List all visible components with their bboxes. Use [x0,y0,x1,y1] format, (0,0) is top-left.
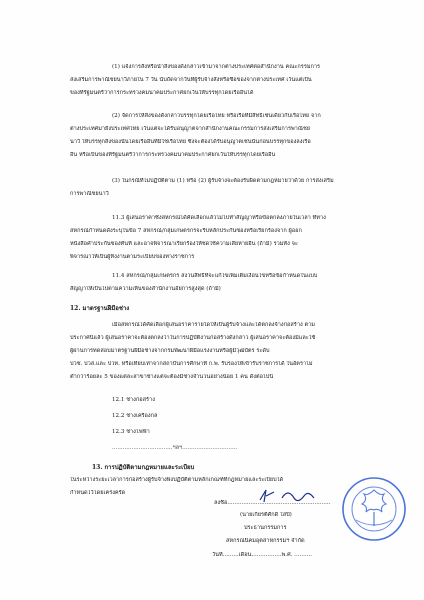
list-item: 12.1 ช่างก่อสร้าง [112,397,155,403]
text-line: ผู้ผ่านการทดสอบมาตรฐานฝีมือช่างจากกรมพัฒนาฝีมือแรงงานหรือผู้มีวุฒิบัตร ระดับ [70,348,270,354]
text-line: 11.3 ผู้เสนอราคาซึ่งสหกรณ์ได้คัดเลือกแล้วไม่ไปทำสัญญาหรือข้อตกลงภายในเวลา ที่ทาง [112,215,326,221]
text-line: เมื่อสหกรณ์ได้คัดเลือกผู้เสนอราคารายใดให้เป็นผู้รับจ้างและได้ตกลงจ้างก่อสร้าง ตาม [112,322,315,328]
text-line: การพาณิชยนาวี [70,191,109,197]
text-line: ต่ำกว่าร้อยละ 5 ของแต่ละสาขาช่างแต่จะต้องมีช่างจำนวนอย่างน้อย 1 คน ดังต่อไปนี้ [70,374,274,380]
text-line: ประกาศนี้แล้ว ผู้เสนอราคาจะต้องตกลงว่าในการปฏิบัติงานก่อสร้างดังกล่าว ผู้เสนอราคาจะต้องมีและใช้ [70,335,316,341]
list-item: 12.3 ช่างไฟฟ้า [112,429,150,435]
text-line: 11.4 สหกรณ์/กลุ่มเกษตรกร สงวนสิทธิ์ที่จะแก้ไขเพิ่มเติมเงื่อนไขหรือข้อกำหนดในแบบ [112,273,318,279]
text-line: ส่งเสริมการพาณิชยนาวีภายใน 7 วัน นับถัดจากวันที่ผู้รับจ้างสั่งหรือซื้อของจากต่างประเทศ เว้นแต่เป็น [70,77,312,83]
text-line: สัญญาให้เป็นไปตามความเห็นของสำนักงานอัยการสูงสุด (ถ้ามี) [70,286,221,292]
signed-label: ลงชื่อ.......................................................... [214,500,331,506]
section-heading-12: 12. มาตรฐานฝีมือช่าง [70,305,130,312]
text-line: กำหนดไว้โดยเคร่งครัด [70,490,126,496]
text-line: อื่น หรือเป็นของที่รัฐมนตรีว่าการกระทรวงคมนาคมประกาศยกเว้นให้บรรทุกโดยเรืออื่น [70,152,276,158]
text-line: (2) จัดการให้สิ่งของดังกล่าวบรรทุกโดยเรือไทย หรือเรือที่มีสิทธิเช่นเดียวกับเรือไทย จาก [112,113,321,119]
text-line: ต่างประเทศมายังประเทศไทย เว้นแต่จะได้รับอนุญาตจากสำนักงานคณะกรรมการส่งเสริมการพาณิชย [70,126,311,132]
text-line: (1) แจ้งการสั่งหรือนำสิ่งของดังกล่าวเข้ามาจากต่างประเทศต่อสำนักงาน คณะกรรมการ [112,64,321,70]
cooperative-seal [340,476,408,542]
handwritten-signature [252,484,324,508]
text-line: ของที่รัฐมนตรีว่าการกระทรวงคมนาคมประกาศยกเว้นให้บรรทุกโดยเรืออื่นได้ [70,90,254,96]
date-line: วันที่.........เดือน.................พ.ศ. .......... [212,552,312,558]
signer-position: ประธานกรรมการ [244,525,287,531]
text-line: ปวช. ปวส.และ ปวท. หรือเทียบเท่าจากสถาบันการศึกษาที่ ก.พ. รับรองให้เข้ารับราชการได้ ในอัตราไม่ [70,361,313,367]
text-line: นาวี ให้บรรทุกสิ่งของนั้นโดยเรืออื่นที่มิใช่เรือไทย ซึ่งจะต้องได้รับอนุญาตเช่นนั้นก่อนบรรทุกของลงเรือ [70,139,311,145]
text-line: สหกรณ์กำหนดดังระบุในข้อ 7 สหกรณ์/กลุ่มเกษตรกรจะริบหลักประกันซองหรือเรียกร้องจาก ผู้ออก [70,228,302,234]
list-item: 12.2 ช่างเครื่องกล [112,413,158,419]
list-continuation: ..................................ฯลฯ............................... [112,445,238,451]
section-heading-13: 13. การปฏิบัติตามกฎหมายและระเบียบ [92,464,195,471]
text-line: ในระหว่างระยะเวลาการก่อสร้างผู้รับจ้างพึงปฏิบัติตามหลักเกณฑ์ที่กฎหมายและระเบียบได้ [70,477,284,483]
text-line: พิจารณาให้เป็นผู้ทิ้งงานตามระเบียบของทางราชการ [70,254,195,260]
text-line: หนังสือค้ำประกันซองทันที และอาจพิจารณาเรียกร้องให้ชดใช้ความเสียหายอื่น (ถ้ามี) รวมทั้ง จะ [70,241,298,247]
organization-name: สหกรณ์นิคมอุตสาหกรรมฯ จำกัด [226,538,305,544]
text-line: (3) ในกรณีที่ไม่ปฏิบัติตาม (1) หรือ (2) ผู้รับจ้างจะต้องรับผิดตามกฎหมายว่าด้วย การส่งเสริม [112,178,334,184]
signer-name: (นายเกียรติศักดิ์ ใสปี) [240,512,292,518]
